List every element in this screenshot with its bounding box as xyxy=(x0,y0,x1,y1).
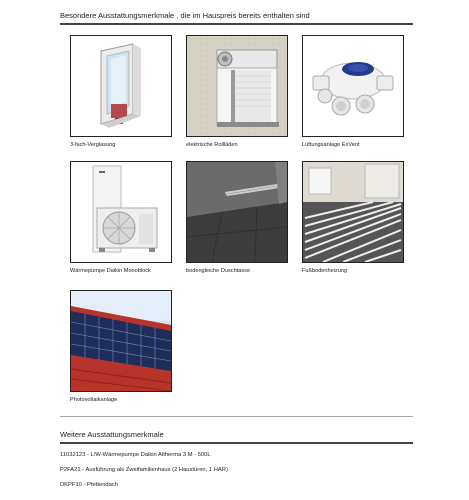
window-icon xyxy=(70,35,172,137)
solar-panel-icon xyxy=(70,290,172,392)
feature-card-roller-shutter: elektrische Rollläden xyxy=(186,35,290,148)
feature-card-shower-floor: bodengleiche Duschtasse xyxy=(186,161,290,274)
divider xyxy=(60,416,413,417)
section-heading-included: Besondere Ausstattungsmerkmale , die im Hauspreis bereits enthalten sind xyxy=(60,11,413,25)
feature-card-heat-pump: Wärmepumpe Daikin Monoblock xyxy=(70,161,174,274)
feature-card-underfloor-heating: Fußbodenheizung xyxy=(302,161,406,274)
underfloor-heating-icon xyxy=(302,161,404,263)
section-heading-additional: Weitere Ausstattungsmerkmale xyxy=(60,430,413,444)
feature-card-window: 3-fach-Verglasung xyxy=(70,35,174,148)
feature-line: DKPF10 - Pfettendach xyxy=(60,482,118,488)
feature-card-ventilation: Lüftungsanlage ExVent xyxy=(302,35,406,148)
shower-floor-icon xyxy=(186,161,288,263)
roller-shutter-icon xyxy=(186,35,288,137)
ventilation-unit-icon xyxy=(302,35,404,137)
feature-line: 11032123 - L/W-Wärmepumpe Daikin Altherma 3 M - 500L xyxy=(60,452,211,458)
feature-line: P2FA21 - Ausführung als Zweifamilienhaus (2 Haustüren, 1 HAR) xyxy=(60,467,228,473)
heat-pump-icon xyxy=(70,161,172,263)
feature-card-solar-panel: Photovoltaikanlage xyxy=(70,290,174,403)
